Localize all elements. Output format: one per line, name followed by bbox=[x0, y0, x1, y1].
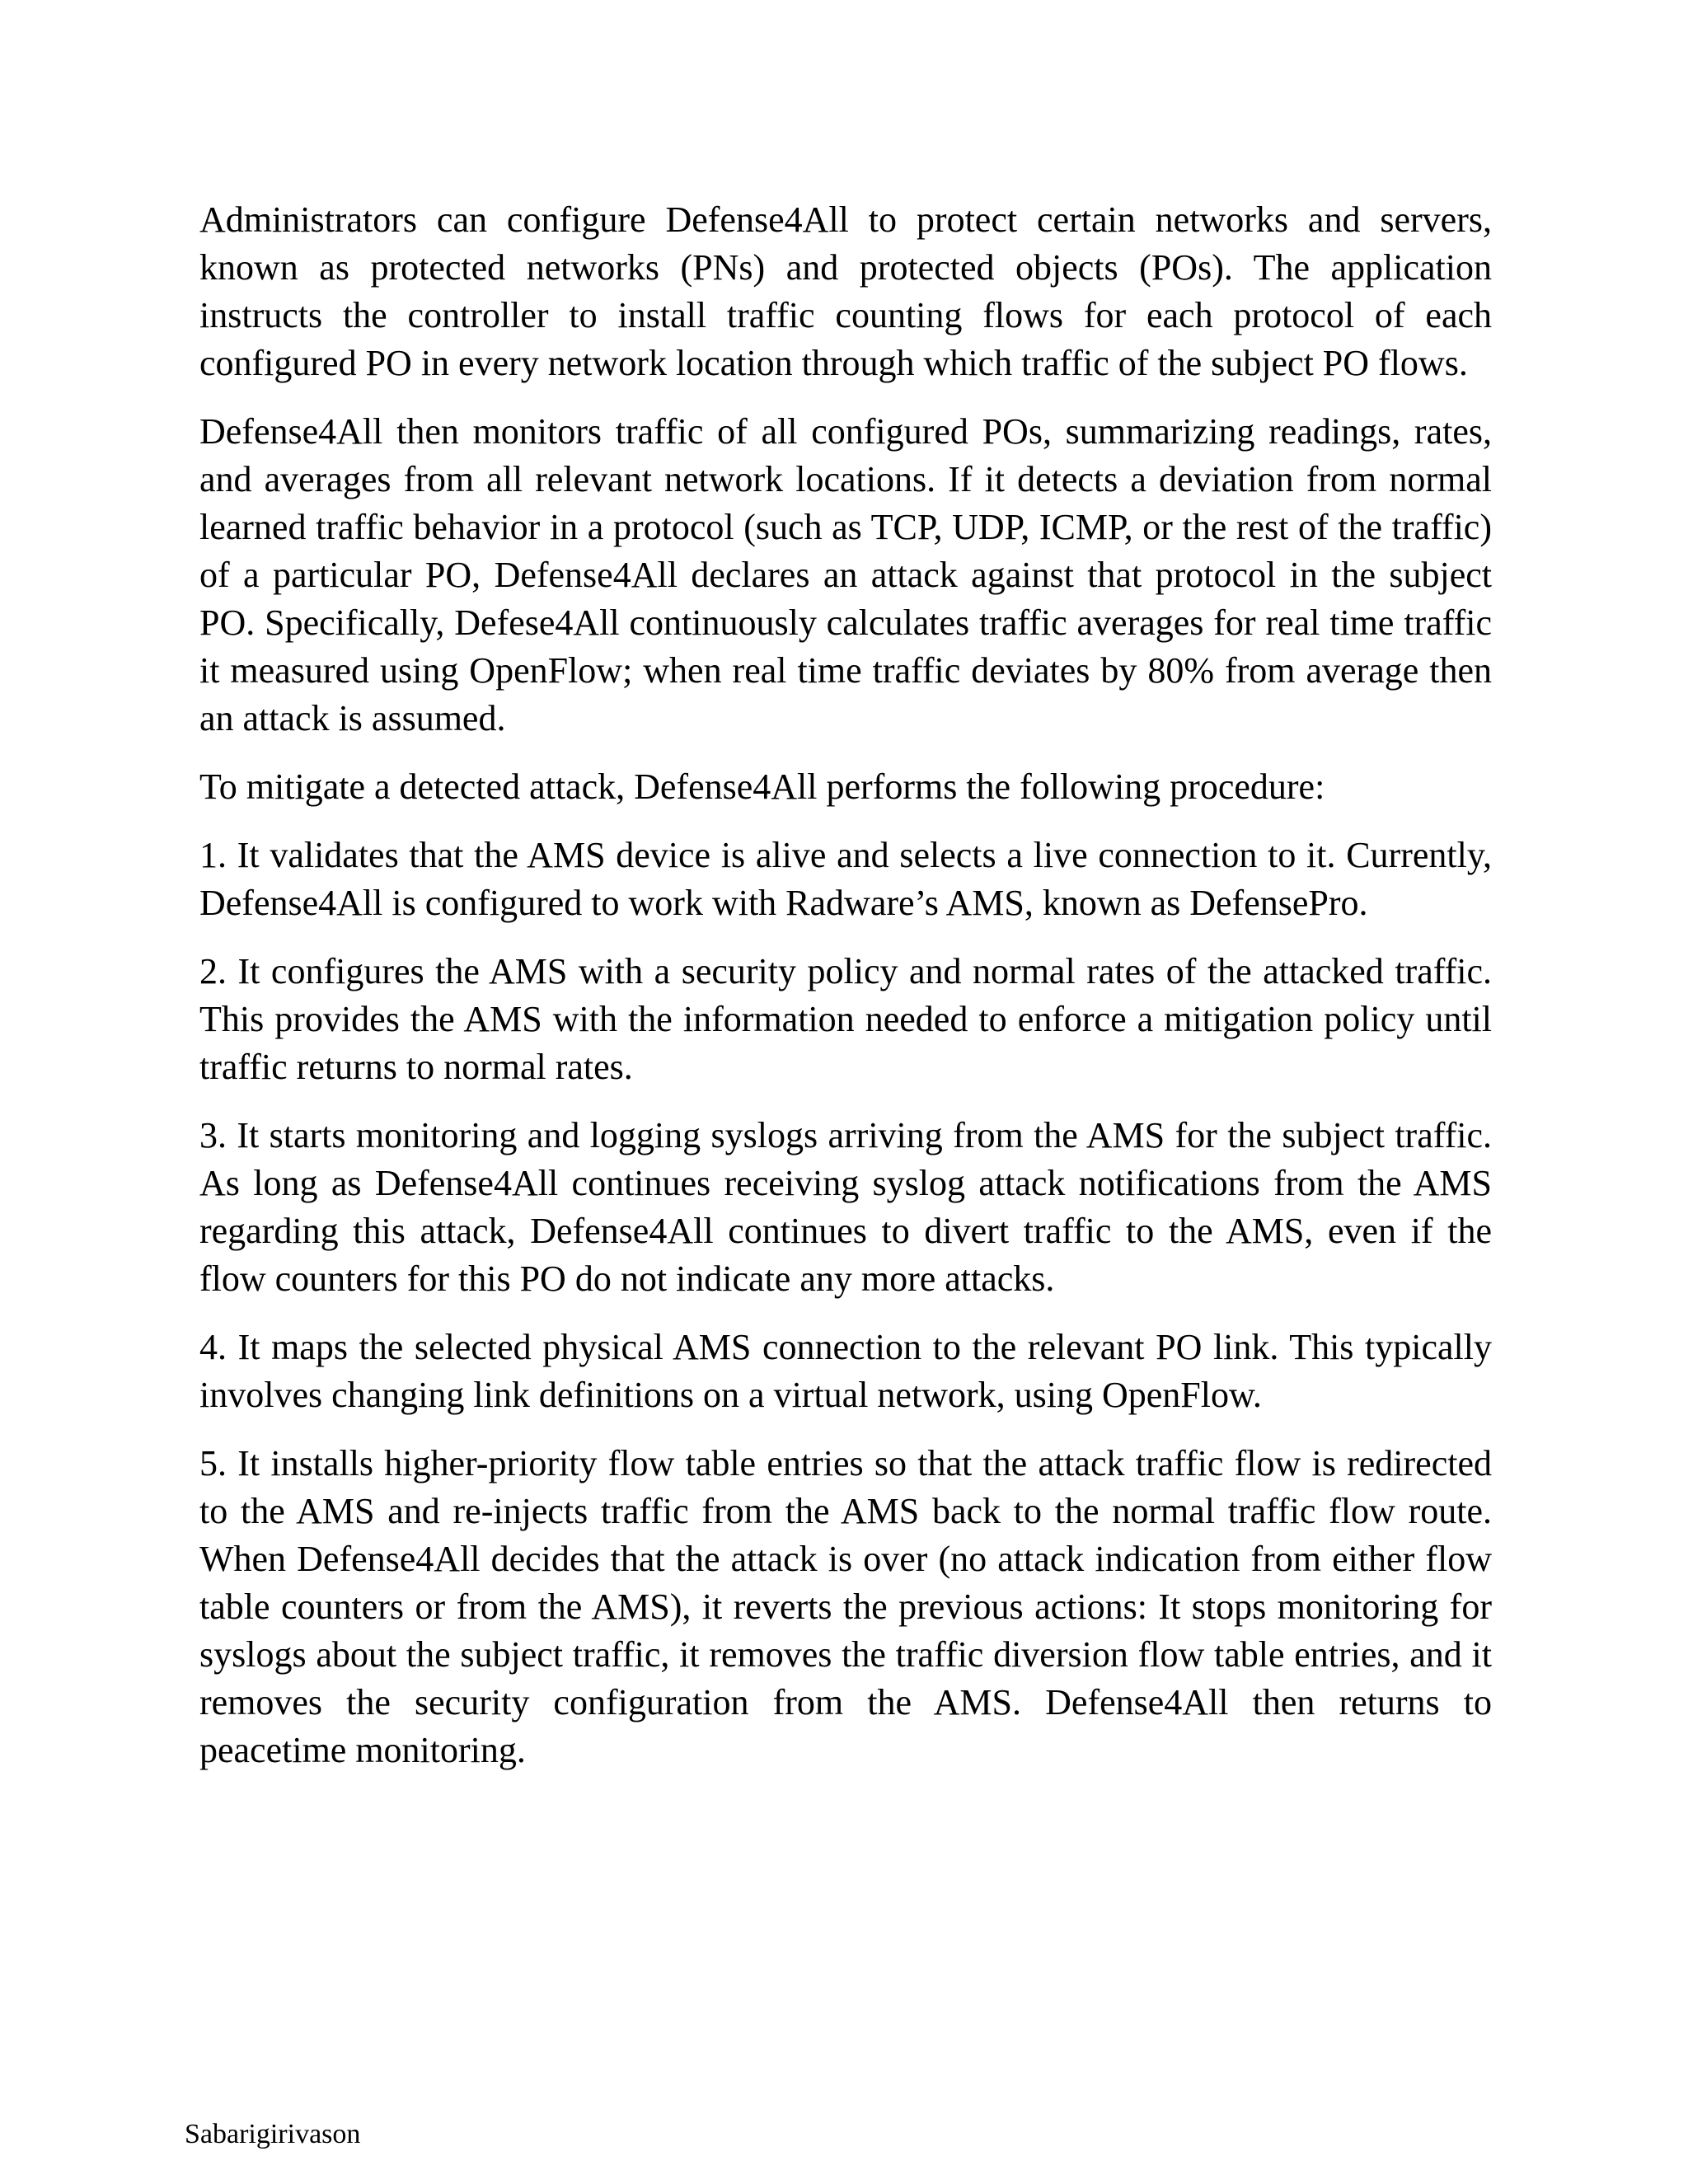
step-2-paragraph: 2. It configures the AMS with a security policy and normal rates of the attacked traffic. This provides the AMS with the information needed to enforce a mitigation policy until traffic returns to normal rates. bbox=[199, 951, 1492, 1087]
step-3-paragraph: 3. It starts monitoring and logging syslogs arriving from the AMS for the subject traffic. As long as Defense4All continues receiving syslog attack notifications from the AMS regarding this attack, Defense4All continues to divert traffic to the AMS, even if the flow counters for this PO do not indicate any more attacks. bbox=[199, 1115, 1492, 1299]
step-4-paragraph: 4. It maps the selected physical AMS connection to the relevant PO link. This typically involves changing link definitions on a virtual network, using OpenFlow. bbox=[199, 1327, 1492, 1415]
step-1-paragraph: 1. It validates that the AMS device is alive and selects a live connection to it. Currently, Defense4All is configured to work with Radware’s AMS, known as DefensePro. bbox=[199, 835, 1492, 923]
step-5-paragraph: 5. It installs higher-priority flow table entries so that the attack traffic flow is redirected to the AMS and re-injects traffic from the AMS back to the normal traffic flow route. When Defense4All decides that the attack is over (no attack indication from either flow table counters or from the AMS), it reverts the previous actions: It stops monitoring for syslogs about the subject traffic, it removes the traffic diversion flow table entries, and it removes the security configuration from the AMS. Defense4All then returns to peacetime monitoring. bbox=[199, 1443, 1492, 1770]
paragraph-intro: Administrators can configure Defense4All to protect certain networks and servers, known as protected networks (PNs) and protected objects (POs). The application instructs the controller to install traffic counting flows for each protocol of each configured PO in every network location through which traffic of the subject PO flows. bbox=[199, 199, 1492, 383]
paragraph-monitoring: Defense4All then monitors traffic of all configured POs, summarizing readings, rates, and averages from all relevant network locations. If it detects a deviation from normal learned traffic behavior in a protocol (such as TCP, UDP, ICMP, or the rest of the traffic) of a particular PO, Defense4All declares an attack against that protocol in the subject PO. Specifically, Defese4All continuously calculates traffic averages for real time traffic it measured using OpenFlow; when real time traffic deviates by 80% from average then an attack is assumed. bbox=[199, 411, 1492, 738]
header-mark bbox=[821, 0, 859, 5]
footer-author: Sabarigirivason bbox=[185, 2119, 361, 2149]
paragraph-mitigation-intro: To mitigate a detected attack, Defense4All performs the following procedure: bbox=[199, 766, 1325, 807]
body-text bbox=[199, 196, 1492, 1795]
